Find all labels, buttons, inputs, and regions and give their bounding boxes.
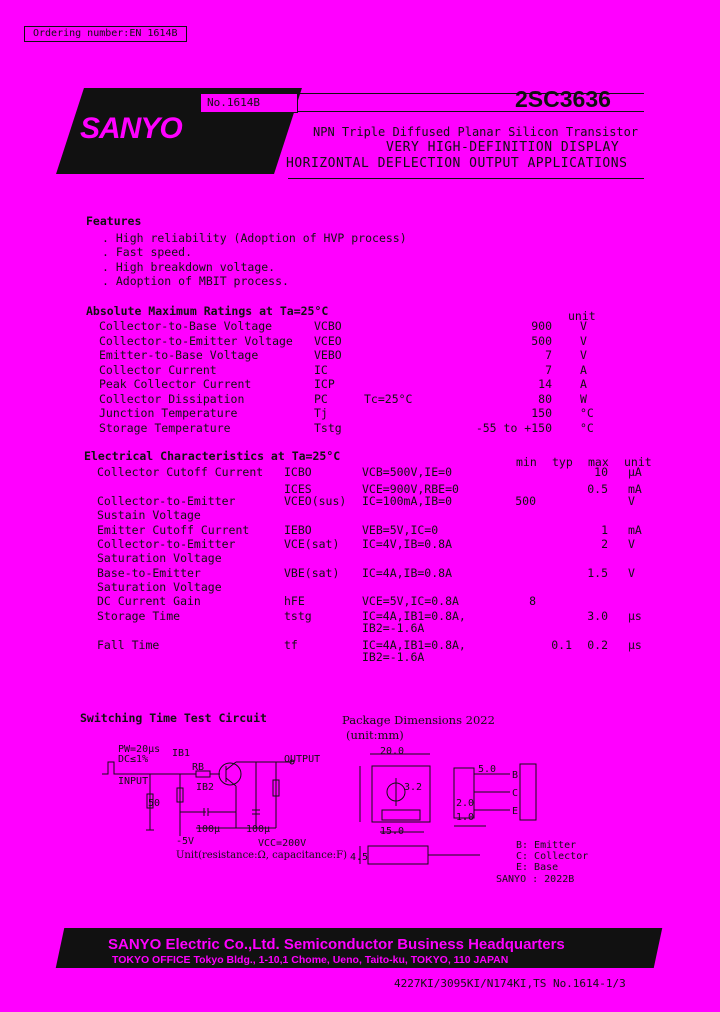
elec-condition: IC=4V,IB=0.8A xyxy=(362,537,453,551)
elec-unit: µA xyxy=(628,465,642,479)
feature-item: . High breakdown voltage. xyxy=(102,260,276,274)
elec-symbol: VCE(sat) xyxy=(284,537,340,551)
pin-label: E xyxy=(512,806,519,817)
elec-symbol: ICES xyxy=(284,482,312,496)
elec-unit: V xyxy=(628,537,635,551)
elec-condition: IC=4A,IB1=0.8A, xyxy=(362,609,466,623)
elec-symbol: ICBO xyxy=(284,465,312,479)
abs-param: Peak Collector Current xyxy=(99,377,252,391)
dim-hole: 3.2 xyxy=(404,782,423,793)
elec-max: 10 xyxy=(594,465,608,479)
application-title-2: HORIZONTAL DEFLECTION OUTPUT APPLICATIONS xyxy=(286,156,628,171)
elec-symbol: tstg xyxy=(284,609,312,623)
pin-legend: B: Emitter xyxy=(516,840,577,851)
ib1-label: IB1 xyxy=(172,748,191,759)
abs-value: 7 xyxy=(545,362,552,377)
pin-legend: E: Base xyxy=(516,862,559,873)
abs-condition: Tc=25°C xyxy=(364,391,413,406)
part-number: 2SC3636 xyxy=(515,86,611,112)
elec-symbol: tf xyxy=(284,638,298,652)
elec-param-cont: Sustain Voltage xyxy=(97,508,201,522)
elec-symbol: VBE(sat) xyxy=(284,566,340,580)
elec-max: 0.2 xyxy=(587,638,608,652)
elec-condition: VCE=5V,IC=0.8A xyxy=(362,594,459,608)
abs-max-unit-header: unit xyxy=(568,309,596,323)
footer-code: 4227KI/3095KI/N174KI,TS No.1614-1/3 xyxy=(394,977,626,990)
col-unit: unit xyxy=(624,455,652,469)
abs-value: 500 xyxy=(531,333,552,348)
device-description: NPN Triple Diffused Planar Silicon Transistor xyxy=(313,125,639,139)
abs-param: Collector Dissipation xyxy=(99,391,245,406)
elec-unit: µs xyxy=(628,609,642,623)
rb-label: RB xyxy=(192,762,205,773)
sanyo-logo: SANYO xyxy=(80,112,182,145)
abs-symbol: VCBO xyxy=(314,319,342,333)
abs-param: Emitter-to-Base Voltage xyxy=(99,348,259,362)
elec-max: 1 xyxy=(601,523,608,537)
abs-param: Collector-to-Emitter Voltage xyxy=(99,333,293,348)
elec-unit: V xyxy=(628,566,635,580)
subtitle-rule xyxy=(288,178,644,179)
abs-symbol: Tstg xyxy=(314,420,342,435)
col-min: min xyxy=(516,455,537,469)
abs-value: 150 xyxy=(531,406,552,420)
feature-item: . Adoption of MBIT process. xyxy=(102,274,289,288)
abs-unit: °C xyxy=(580,420,594,435)
dim-thickness: 4.5 xyxy=(350,852,369,863)
elec-max: 1.5 xyxy=(587,566,608,580)
elec-min: 8 xyxy=(529,594,536,608)
elec-symbol: IEBO xyxy=(284,523,312,537)
abs-unit: V xyxy=(580,319,587,333)
elec-condition: IC=4A,IB=0.8A xyxy=(362,566,453,580)
abs-symbol: IC xyxy=(314,362,328,377)
elec-typ: 0.1 xyxy=(551,638,572,652)
elec-condition: IC=4A,IB1=0.8A, xyxy=(362,638,466,652)
cap1-label: 100µ xyxy=(196,824,221,835)
elec-min: 500 xyxy=(515,494,536,508)
col-max: max xyxy=(588,455,609,469)
abs-value: -55 to +150 xyxy=(475,420,552,435)
elec-param: Collector-to-Emitter xyxy=(97,537,236,551)
elec-unit: mA xyxy=(628,482,642,496)
abs-value: 900 xyxy=(531,319,552,333)
dim-width: 20.0 xyxy=(380,746,405,757)
abs-unit: V xyxy=(580,333,587,348)
pin-legend: C: Collector xyxy=(516,851,589,862)
cap2-label: 100µ xyxy=(246,824,271,835)
pw-label: PW=20µs xyxy=(118,744,161,755)
abs-param: Collector Current xyxy=(99,362,217,377)
abs-unit: A xyxy=(580,362,587,377)
document-number: No.1614B xyxy=(200,93,298,113)
output-label: OUTPUT xyxy=(284,754,321,765)
elec-unit: V xyxy=(628,494,635,508)
elec-condition-cont: IB2=-1.6A xyxy=(362,650,425,664)
abs-unit: °C xyxy=(580,406,594,420)
elec-max: 0.5 xyxy=(587,482,608,496)
abs-param: Junction Temperature xyxy=(99,406,238,420)
abs-value: 7 xyxy=(545,348,552,362)
elec-title: Electrical Characteristics at Ta=25°C xyxy=(84,449,341,463)
abs-symbol: VEBO xyxy=(314,348,342,362)
abs-symbol: VCEO xyxy=(314,333,342,348)
elec-unit: mA xyxy=(628,523,642,537)
r50-label: 50 xyxy=(148,798,161,809)
dim-base: 15.0 xyxy=(380,826,405,837)
dim-lead: 5.0 xyxy=(478,764,497,775)
elec-condition-cont: IB2=-1.6A xyxy=(362,621,425,635)
unit-note: Unit(resistance:Ω, capacitance:F) xyxy=(176,850,347,861)
dim-lead-width: 1.0 xyxy=(456,812,475,823)
company-name: SANYO Electric Co.,Ltd. Semiconductor Business Headquarters xyxy=(108,936,565,953)
abs-symbol: ICP xyxy=(314,377,335,391)
ib2-label: IB2 xyxy=(196,782,215,793)
elec-symbol: VCEO(sus) xyxy=(284,494,347,508)
switching-title: Switching Time Test Circuit xyxy=(80,711,267,725)
abs-unit: V xyxy=(580,348,587,362)
dim-pitch: 2.0 xyxy=(456,798,475,809)
elec-condition: VCB=500V,IE=0 xyxy=(362,465,453,479)
ordering-number: Ordering number:EN 1614B xyxy=(24,26,187,42)
pin-label: C xyxy=(512,788,519,799)
elec-condition: IC=100mA,IB=0 xyxy=(362,494,453,508)
abs-unit: W xyxy=(580,391,587,406)
elec-max: 3.0 xyxy=(587,609,608,623)
office-address: TOKYO OFFICE Tokyo Bldg., 1-10,1 Chome, Ueno, Taito-ku, TOKYO, 110 JAPAN xyxy=(112,954,509,966)
elec-max: 2 xyxy=(601,537,608,551)
elec-unit: µs xyxy=(628,638,642,652)
elec-param: Fall Time xyxy=(97,638,160,652)
abs-symbol: Tj xyxy=(314,406,328,420)
elec-param-cont: Saturation Voltage xyxy=(97,580,222,594)
col-typ: typ xyxy=(552,455,573,469)
input-label: INPUT xyxy=(118,776,149,787)
package-code: SANYO : 2022B xyxy=(496,874,575,885)
abs-param: Collector-to-Base Voltage xyxy=(99,319,273,333)
elec-param: Emitter Cutoff Current xyxy=(97,523,250,537)
elec-condition: VCE=900V,RBE=0 xyxy=(362,482,459,496)
features-title: Features xyxy=(86,214,142,228)
feature-item: . High reliability (Adoption of HVP process) xyxy=(102,231,407,245)
abs-value: 14 xyxy=(538,377,552,391)
abs-param: Storage Temperature xyxy=(99,420,231,435)
elec-param: Collector-to-Emitter xyxy=(97,494,236,508)
duty-label: DC≤1% xyxy=(118,754,149,765)
vbb-label: -5V xyxy=(176,836,195,847)
abs-symbol: PC xyxy=(314,391,328,406)
abs-max-title: Absolute Maximum Ratings at Ta=25°C xyxy=(86,304,329,318)
elec-param: Collector Cutoff Current xyxy=(97,465,264,479)
package-title: Package Dimensions 2022 xyxy=(342,713,495,727)
elec-param: DC Current Gain xyxy=(97,594,201,608)
pin-label: B xyxy=(512,770,519,781)
vcc-label: VCC=200V xyxy=(258,838,307,849)
application-title-1: VERY HIGH-DEFINITION DISPLAY xyxy=(386,140,620,155)
feature-item: . Fast speed. xyxy=(102,245,193,259)
abs-value: 80 xyxy=(538,391,552,406)
package-unit: (unit:mm) xyxy=(346,728,404,742)
elec-param: Base-to-Emitter xyxy=(97,566,201,580)
elec-param-cont: Saturation Voltage xyxy=(97,551,222,565)
elec-condition: VEB=5V,IC=0 xyxy=(362,523,439,537)
elec-param: Storage Time xyxy=(97,609,181,623)
elec-symbol: hFE xyxy=(284,594,305,608)
abs-unit: A xyxy=(580,377,587,391)
